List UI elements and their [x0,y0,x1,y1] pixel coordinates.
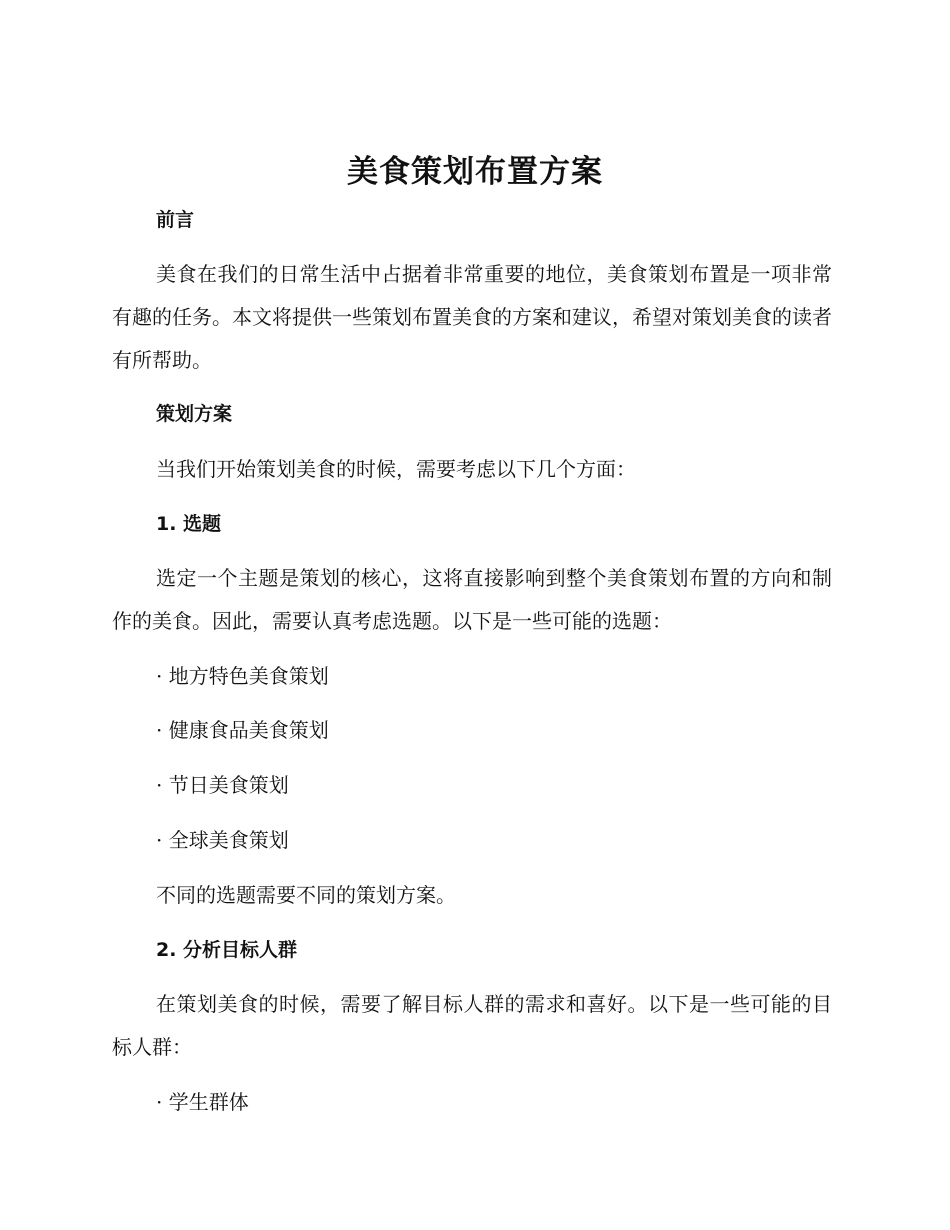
list-item: · 节日美食策划 [156,773,289,797]
topic-paragraph: 选定一个主题是策划的核心，这将直接影响到整个美食策划布置的方向和制作的美食。因此，需要认真考虑选题。以下是一些可能的选题： [112,566,832,633]
document-title: 美食策划布置方案 [347,154,603,190]
list-item: · 健康食品美食策划 [156,718,329,742]
preface-paragraph: 美食在我们的日常生活中占据着非常重要的地位，美食策划布置是一项非常有趣的任务。本文将提供一些策划布置美食的方案和建议，希望对策划美食的读者有所帮助。 [112,262,832,372]
list-item: · 地方特色美食策划 [156,664,329,688]
topic-conclusion-paragraph: 不同的选题需要不同的策划方案。 [156,883,456,907]
section-heading-audience: 2. 分析目标人群 [156,939,298,961]
section-heading-preface: 前言 [156,209,195,231]
section-heading-plan: 策划方案 [156,403,233,425]
section-heading-topic: 1. 选题 [156,513,222,535]
list-item: · 全球美食策划 [156,828,289,852]
audience-paragraph: 在策划美食的时候，需要了解目标人群的需求和喜好。以下是一些可能的目标人群： [112,992,832,1059]
plan-intro-paragraph: 当我们开始策划美食的时候，需要考虑以下几个方面： [156,457,636,481]
list-item: · 学生群体 [156,1090,249,1114]
